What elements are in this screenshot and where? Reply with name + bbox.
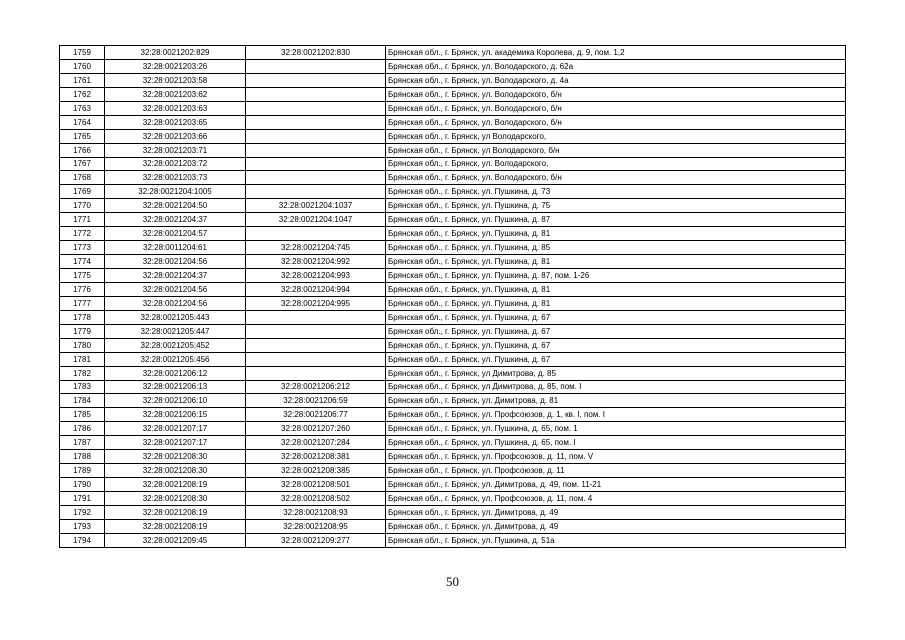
row-number-cell: 1771 <box>60 213 105 227</box>
table-row <box>60 533 846 547</box>
table-row <box>60 59 846 73</box>
address-cell: Брянская обл., г. Брянск, ул. Пушкина, д. 67 <box>386 324 846 338</box>
row-number-cell: 1760 <box>60 59 105 73</box>
address-cell: Брянская обл., г. Брянск, ул. Пушкина, д. 81 <box>386 282 846 296</box>
row-number-cell: 1789 <box>60 464 105 478</box>
related-cadastral-number-cell: 32:28:0021208:385 <box>246 464 386 478</box>
address-cell: Брянская обл., г. Брянск, ул. Пушкина, д. 67 <box>386 338 846 352</box>
address-cell: Брянская обл., г. Брянск, ул. Пушкина, д. 51а <box>386 533 846 547</box>
cadastral-number-cell: 32:28:0021208:30 <box>105 450 246 464</box>
table-row <box>60 408 846 422</box>
related-cadastral-number-cell: 32:28:0021204:995 <box>246 296 386 310</box>
related-cadastral-number-cell <box>246 338 386 352</box>
related-cadastral-number-cell <box>246 171 386 185</box>
related-cadastral-number-cell <box>246 185 386 199</box>
cadastral-number-cell: 32:28:0021208:30 <box>105 492 246 506</box>
row-number-cell: 1781 <box>60 352 105 366</box>
table-row <box>60 492 846 506</box>
table-row <box>60 310 846 324</box>
row-number-cell: 1782 <box>60 366 105 380</box>
address-cell: Брянская обл., г. Брянск, ул. Димитрова, д. 49, пом. 11-21 <box>386 478 846 492</box>
table-row <box>60 185 846 199</box>
related-cadastral-number-cell <box>246 59 386 73</box>
row-number-cell: 1777 <box>60 296 105 310</box>
table-row <box>60 171 846 185</box>
table-row <box>60 464 846 478</box>
table-row <box>60 282 846 296</box>
table-row <box>60 450 846 464</box>
table-row <box>60 366 846 380</box>
related-cadastral-number-cell: 32:28:0021208:501 <box>246 478 386 492</box>
cadastral-number-cell: 32:28:0021203:58 <box>105 73 246 87</box>
table-row <box>60 73 846 87</box>
table-row <box>60 296 846 310</box>
cadastral-number-cell: 32:28:0021202:829 <box>105 46 246 60</box>
address-cell: Брянская обл., г. Брянск, ул. Профсоюзов, д. 1, кв. I, пом. I <box>386 408 846 422</box>
address-cell: Брянская обл., г. Брянск, ул. Володарского, б/н <box>386 87 846 101</box>
cadastral-number-cell: 32:28:0021204:56 <box>105 296 246 310</box>
row-number-cell: 1766 <box>60 143 105 157</box>
address-cell: Брянская обл., г. Брянск, ул. Димитрова, д. 49 <box>386 519 846 533</box>
row-number-cell: 1790 <box>60 478 105 492</box>
table-row <box>60 213 846 227</box>
table-row <box>60 101 846 115</box>
table-row <box>60 157 846 171</box>
table-row <box>60 241 846 255</box>
table-row <box>60 129 846 143</box>
related-cadastral-number-cell: 32:28:0021207:260 <box>246 422 386 436</box>
related-cadastral-number-cell: 32:28:0021204:1047 <box>246 213 386 227</box>
row-number-cell: 1791 <box>60 492 105 506</box>
related-cadastral-number-cell: 32:28:0021206:59 <box>246 394 386 408</box>
address-cell: Брянская обл., г. Брянск, ул. Пушкина, д. 81 <box>386 296 846 310</box>
related-cadastral-number-cell <box>246 87 386 101</box>
related-cadastral-number-cell <box>246 324 386 338</box>
address-cell: Брянская обл., г. Брянск, ул. Володарского, д. 4а <box>386 73 846 87</box>
row-number-cell: 1780 <box>60 338 105 352</box>
row-number-cell: 1763 <box>60 101 105 115</box>
related-cadastral-number-cell <box>246 227 386 241</box>
address-cell: Брянская обл., г. Брянск, ул. Пушкина, д. 67 <box>386 352 846 366</box>
address-cell: Брянская обл., г. Брянск, ул. Володарского, б/н <box>386 171 846 185</box>
related-cadastral-number-cell <box>246 352 386 366</box>
row-number-cell: 1773 <box>60 241 105 255</box>
cadastral-number-cell: 32:28:0021206:13 <box>105 380 246 394</box>
row-number-cell: 1767 <box>60 157 105 171</box>
table-row <box>60 352 846 366</box>
related-cadastral-number-cell <box>246 157 386 171</box>
row-number-cell: 1769 <box>60 185 105 199</box>
table-row <box>60 87 846 101</box>
address-cell: Брянская обл., г. Брянск, ул. Профсоюзов, д. 11 <box>386 464 846 478</box>
related-cadastral-number-cell: 32:28:0021202:830 <box>246 46 386 60</box>
table-row <box>60 115 846 129</box>
address-cell: Брянская обл., г. Брянск, ул. Пушкина, д. 65, пом. 1 <box>386 422 846 436</box>
row-number-cell: 1787 <box>60 436 105 450</box>
row-number-cell: 1778 <box>60 310 105 324</box>
table-row <box>60 199 846 213</box>
cadastral-number-cell: 32:28:0021208:19 <box>105 519 246 533</box>
table-row <box>60 422 846 436</box>
related-cadastral-number-cell: 32:28:0021209:277 <box>246 533 386 547</box>
cadastral-number-cell: 32:28:0021207:17 <box>105 436 246 450</box>
cadastral-number-cell: 32:28:0011204:61 <box>105 241 246 255</box>
related-cadastral-number-cell: 32:28:0021208:502 <box>246 492 386 506</box>
table-row <box>60 324 846 338</box>
address-cell: Брянская обл., г. Брянск, ул. Пушкина, д. 73 <box>386 185 846 199</box>
row-number-cell: 1779 <box>60 324 105 338</box>
cadastral-number-cell: 32:28:0021203:65 <box>105 115 246 129</box>
related-cadastral-number-cell: 32:28:0021208:95 <box>246 519 386 533</box>
table-row <box>60 505 846 519</box>
cadastral-number-cell: 32:28:0021206:12 <box>105 366 246 380</box>
address-cell: Брянская обл., г. Брянск, ул. Пушкина, д. 65, пом. I <box>386 436 846 450</box>
related-cadastral-number-cell <box>246 366 386 380</box>
table-row <box>60 269 846 283</box>
address-cell: Брянская обл., г. Брянск, ул. Димитрова, д. 81 <box>386 394 846 408</box>
related-cadastral-number-cell: 32:28:0021204:745 <box>246 241 386 255</box>
cadastral-number-cell: 32:28:0021205:447 <box>105 324 246 338</box>
cadastral-number-cell: 32:28:0021204:56 <box>105 282 246 296</box>
address-cell: Брянская обл., г. Брянск, ул. Пушкина, д. 85 <box>386 241 846 255</box>
address-cell: Брянская обл., г. Брянск, ул Димитрова, д. 85 <box>386 366 846 380</box>
row-number-cell: 1762 <box>60 87 105 101</box>
related-cadastral-number-cell <box>246 115 386 129</box>
row-number-cell: 1764 <box>60 115 105 129</box>
row-number-cell: 1783 <box>60 380 105 394</box>
table-row <box>60 394 846 408</box>
address-cell: Брянская обл., г. Брянск, ул. Профсоюзов, д. 11, пом. 4 <box>386 492 846 506</box>
cadastral-number-cell: 32:28:0021206:10 <box>105 394 246 408</box>
cadastral-number-cell: 32:28:0021204:50 <box>105 199 246 213</box>
cadastral-number-cell: 32:28:0021204:57 <box>105 227 246 241</box>
address-cell: Брянская обл., г. Брянск, ул. Профсоюзов, д. 11, пом. V <box>386 450 846 464</box>
row-number-cell: 1759 <box>60 46 105 60</box>
related-cadastral-number-cell <box>246 143 386 157</box>
cadastral-number-cell: 32:28:0021207:17 <box>105 422 246 436</box>
related-cadastral-number-cell: 32:28:0021204:993 <box>246 269 386 283</box>
cadastral-number-cell: 32:28:0021209:45 <box>105 533 246 547</box>
address-cell: Брянская обл., г. Брянск, ул. Пушкина, д. 87 <box>386 213 846 227</box>
table-row <box>60 227 846 241</box>
address-cell: Брянская обл., г. Брянск, ул. Пушкина, д. 87, пом. 1-26 <box>386 269 846 283</box>
row-number-cell: 1788 <box>60 450 105 464</box>
row-number-cell: 1794 <box>60 533 105 547</box>
cadastral-number-cell: 32:28:0021204:1005 <box>105 185 246 199</box>
related-cadastral-number-cell: 32:28:0021206:77 <box>246 408 386 422</box>
address-cell: Брянская обл., г. Брянск, ул. Володарского, <box>386 157 846 171</box>
related-cadastral-number-cell: 32:28:0021207:284 <box>246 436 386 450</box>
row-number-cell: 1774 <box>60 255 105 269</box>
cadastral-number-cell: 32:28:0021208:19 <box>105 478 246 492</box>
cadastral-number-cell: 32:28:0021205:452 <box>105 338 246 352</box>
related-cadastral-number-cell: 32:28:0021204:992 <box>246 255 386 269</box>
related-cadastral-number-cell <box>246 129 386 143</box>
table-row <box>60 143 846 157</box>
cadastral-number-cell: 32:28:0021203:71 <box>105 143 246 157</box>
address-cell: Брянская обл., г. Брянск, ул. Пушкина, д. 81 <box>386 255 846 269</box>
cadastral-number-cell: 32:28:0021205:456 <box>105 352 246 366</box>
cadastral-number-cell: 32:28:0021203:72 <box>105 157 246 171</box>
table-row <box>60 380 846 394</box>
related-cadastral-number-cell <box>246 310 386 324</box>
table-row <box>60 255 846 269</box>
cadastral-number-cell: 32:28:0021203:62 <box>105 87 246 101</box>
related-cadastral-number-cell: 32:28:0021208:93 <box>246 505 386 519</box>
address-cell: Брянская обл., г. Брянск, ул Володарского, <box>386 129 846 143</box>
address-cell: Брянская обл., г. Брянск, ул Димитрова, д. 85, пом. I <box>386 380 846 394</box>
related-cadastral-number-cell: 32:28:0021204:1037 <box>246 199 386 213</box>
related-cadastral-number-cell: 32:28:0021208:381 <box>246 450 386 464</box>
related-cadastral-number-cell <box>246 73 386 87</box>
cadastral-number-cell: 32:28:0021203:26 <box>105 59 246 73</box>
cadastral-number-cell: 32:28:0021208:30 <box>105 464 246 478</box>
address-cell: Брянская обл., г. Брянск, ул. Володарского, б/н <box>386 101 846 115</box>
row-number-cell: 1775 <box>60 269 105 283</box>
address-cell: Брянская обл., г. Брянск, ул. Володарского, д. 62а <box>386 59 846 73</box>
cadastral-number-cell: 32:28:0021206:15 <box>105 408 246 422</box>
table-row <box>60 46 846 60</box>
address-cell: Брянская обл., г. Брянск, ул. академика Королева, д. 9, пом. 1,2 <box>386 46 846 60</box>
row-number-cell: 1784 <box>60 394 105 408</box>
row-number-cell: 1776 <box>60 282 105 296</box>
row-number-cell: 1785 <box>60 408 105 422</box>
table-row <box>60 519 846 533</box>
address-cell: Брянская обл., г. Брянск, ул Володарского, б/н <box>386 143 846 157</box>
address-cell: Брянская обл., г. Брянск, ул. Пушкина, д. 81 <box>386 227 846 241</box>
cadastral-number-cell: 32:28:0021204:56 <box>105 255 246 269</box>
row-number-cell: 1792 <box>60 505 105 519</box>
address-cell: Брянская обл., г. Брянск, ул. Пушкина, д. 67 <box>386 310 846 324</box>
cadastral-number-cell: 32:28:0021203:66 <box>105 129 246 143</box>
property-registry-table <box>59 45 846 548</box>
address-cell: Брянская обл., г. Брянск, ул. Димитрова, д. 49 <box>386 505 846 519</box>
related-cadastral-number-cell: 32:28:0021204:994 <box>246 282 386 296</box>
cadastral-number-cell: 32:28:0021208:19 <box>105 505 246 519</box>
related-cadastral-number-cell <box>246 101 386 115</box>
address-cell: Брянская обл., г. Брянск, ул. Пушкина, д. 75 <box>386 199 846 213</box>
row-number-cell: 1793 <box>60 519 105 533</box>
page-number: 50 <box>446 574 459 589</box>
cadastral-number-cell: 32:28:0021204:37 <box>105 213 246 227</box>
cadastral-number-cell: 32:28:0021204:37 <box>105 269 246 283</box>
registry-table-body <box>60 46 846 548</box>
row-number-cell: 1768 <box>60 171 105 185</box>
row-number-cell: 1761 <box>60 73 105 87</box>
cadastral-number-cell: 32:28:0021205:443 <box>105 310 246 324</box>
address-cell: Брянская обл., г. Брянск, ул. Володарского, б/н <box>386 115 846 129</box>
cadastral-number-cell: 32:28:0021203:73 <box>105 171 246 185</box>
row-number-cell: 1765 <box>60 129 105 143</box>
row-number-cell: 1770 <box>60 199 105 213</box>
row-number-cell: 1786 <box>60 422 105 436</box>
table-row <box>60 436 846 450</box>
table-row <box>60 338 846 352</box>
cadastral-number-cell: 32:28:0021203:63 <box>105 101 246 115</box>
related-cadastral-number-cell: 32:28:0021206:212 <box>246 380 386 394</box>
table-row <box>60 478 846 492</box>
row-number-cell: 1772 <box>60 227 105 241</box>
